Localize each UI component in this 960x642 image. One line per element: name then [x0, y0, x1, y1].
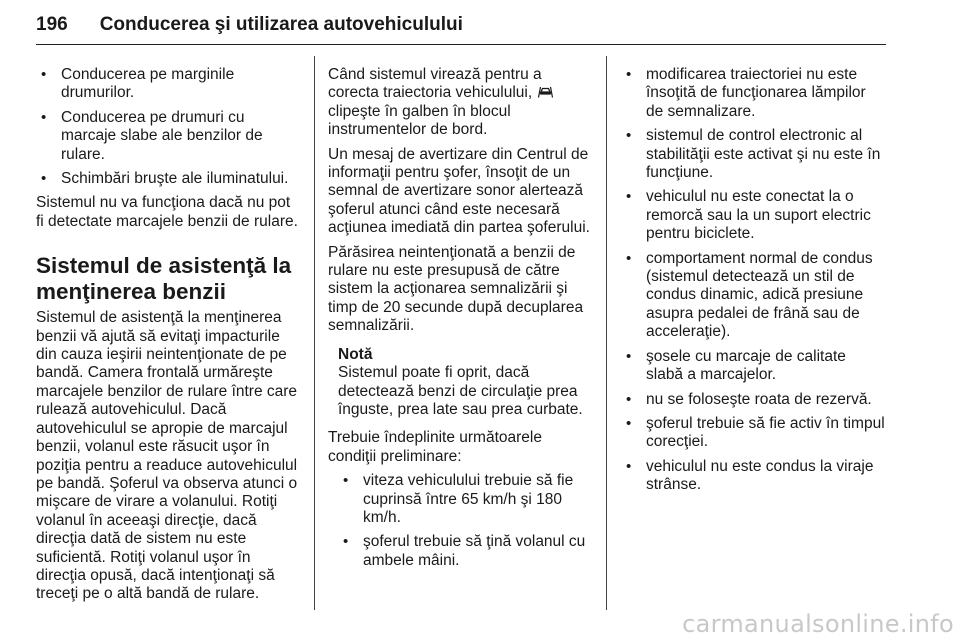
note-box [338, 346, 594, 420]
list-item: • şoferul trebuie să ţină volanul cu ambele mâini. [343, 533, 586, 569]
section-heading: Sistemul de asistenţă la menţinerea benzii [36, 253, 292, 305]
paragraph: Părăsirea neintenţionată a benzii de rulare nu este presupusă de către sistem la acţionarea semnalizării şi timp de 20 secunde după decuplarea semnalizării. [328, 243, 584, 335]
list-item: • şosele cu marcaje de calitate slabă a marcajelor. [626, 347, 846, 384]
bullet-list [621, 66, 887, 495]
column-right [621, 66, 887, 501]
bullet-icon: • [626, 347, 632, 365]
list-item: • sistemul de control electronic al stabilităţii este activat şi nu este în funcţiune. [626, 127, 881, 182]
bullet-list [36, 66, 302, 188]
page-header [36, 6, 886, 45]
bullet-icon: • [626, 127, 632, 145]
column-left [36, 66, 302, 610]
paragraph: Un mesaj de avertizare din Centrul de informaţii pentru şofer, însoţit de un semnal de avertizare sonor alertează şoferul atunci când este necesară acţiunea imediată din partea şoferului. [328, 145, 590, 237]
list-item: • şoferul trebuie să fie activ în timpul corecţiei. [626, 414, 885, 451]
bullet-icon: • [41, 170, 47, 188]
page-number: 196 [36, 14, 68, 35]
paragraph: Sistemul de asistenţă la menţinerea benzii vă ajută să evitaţi impacturile din cauza ieşirii neintenţionate de pe bandă. Camera frontală urmăreşte marcajele benzilor de rulare între care rulează autovehiculul. Dacă autovehiculul se apropie de marcajul benzii, volanul este răsucit uşor în poziţia pentru a readuce autovehiculul pe bandă. Şoferul va observa atunci o mişcare de virare a volanului. Rotiţi volanul în aceeaşi direcţie, dacă direcţia dată de sistem nu este suficientă. Rotiţi volanul uşor în direcţia opusă, dacă intenţionaţi să treceţi pe o altă bandă de rulare. [36, 309, 298, 603]
running-title: Conducerea şi utilizarea autovehiculului [99, 14, 463, 35]
note-text: Sistemul poate fi oprit, dacă detectează benzi de circulaţie prea înguste, prea late sau prea curbate. [338, 364, 583, 418]
bullet-icon: • [343, 533, 349, 551]
bullet-icon: • [626, 457, 632, 475]
bullet-icon: • [626, 414, 632, 432]
column-middle [328, 66, 594, 576]
bullet-icon: • [41, 108, 47, 126]
list-item: • vehiculul nu este condus la viraje strânse. [626, 457, 874, 494]
bullet-icon: • [626, 390, 632, 408]
paragraph: Trebuie îndeplinite următoarele condiţii preliminare: [328, 429, 542, 465]
list-item: • nu se foloseşte roata de rezervă. [626, 390, 872, 408]
lane-keep-assist-icon [537, 85, 554, 98]
list-item: • Conducerea pe drumuri cu marcaje slabe ale benzilor de rulare. [41, 108, 263, 163]
list-item: • viteza vehiculului trebuie să fie cuprinsă între 65 km/h şi 180 km/h. [343, 472, 574, 526]
paragraph: Sistemul nu va funcţiona dacă nu pot fi detectate marcajele benzii de rulare. [36, 194, 298, 230]
bullet-icon: • [626, 188, 632, 206]
bullet-icon: • [41, 66, 47, 83]
note-title: Notă [338, 345, 373, 363]
bullet-icon: • [626, 66, 632, 83]
paragraph: Când sistemul virează pentru a corecta traiectoria vehiculului, clipeşte în galben în blocul instrumentelor de bord. [328, 66, 594, 140]
list-item: • vehiculul nu este conectat la o remorcă sau la un suport electric pentru biciclete. [626, 188, 871, 243]
bullet-icon: • [626, 249, 632, 267]
bullet-icon: • [343, 472, 349, 490]
list-item: • modificarea traiectoriei nu este însoţită de funcţionarea lămpilor de semnalizare. [626, 66, 866, 120]
column-divider [606, 56, 607, 610]
bullet-list [328, 472, 594, 570]
list-item: • comportament normal de condus (sistemul detectează un stil de condus dinamic, adică presiune asupra pedalei de frână sau de acceleraţie). [626, 249, 873, 341]
watermark: carmanualsonline.info [682, 610, 954, 638]
list-item: • Conducerea pe marginile drumurilor. [41, 66, 235, 102]
list-item: • Schimbări bruşte ale iluminatului. [41, 170, 289, 188]
column-divider [314, 56, 315, 610]
